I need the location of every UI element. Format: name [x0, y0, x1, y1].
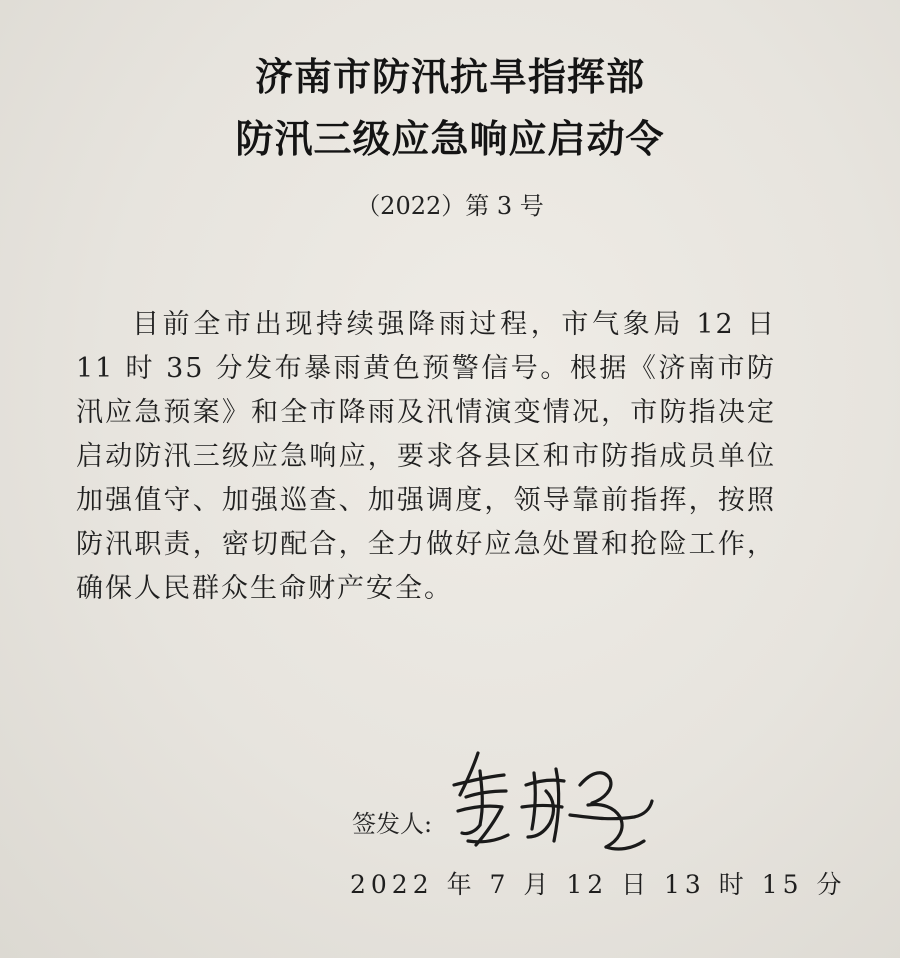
- signature-strokes: [438, 745, 658, 865]
- body-paragraph: 目前全市出现持续强降雨过程，市气象局 12 日 11 时 35 分发布暴雨黄色预警信号。根据《济南市防汛应急预案》和全市降雨及汛情演变情况，市防指决定启动防汛三级应急响应，要求各县区和市防指成员单位加强值守、加强巡查、加强调度，领导靠前指挥，按照防汛职责，密切配合，全力做好应急处置和抢险工作，确保人民群众生命财产安全。: [76, 309, 776, 604]
- document-number: （2022）第 3 号: [356, 192, 544, 220]
- signature-text: [438, 745, 439, 746]
- signer-label: 签发人:: [352, 810, 433, 838]
- handwritten-signature: [438, 745, 658, 865]
- document-title-line-1: 济南市防汛抗旱指挥部: [254, 54, 645, 99]
- issue-date: 2022 年 7 月 12 日 13 时 15 分: [350, 870, 847, 899]
- document-title-line-2: 防汛三级应急响应启动令: [235, 116, 665, 161]
